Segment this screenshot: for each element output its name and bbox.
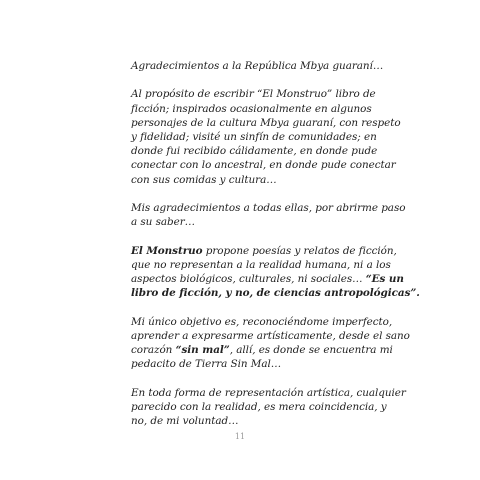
text-segment: a su saber… <box>131 216 195 229</box>
text-line <box>131 357 371 371</box>
text-segment: corazón <box>131 344 176 356</box>
bold-text-segment: “Es un <box>365 273 404 285</box>
text-segment: aspectos biológicos, culturales, ni sociales… <box>131 273 366 285</box>
paragraph-3 <box>131 201 406 229</box>
text-line <box>131 244 397 258</box>
text-segment: parecido con la realidad, es mera coincidencia, y <box>131 400 387 413</box>
text-line <box>131 87 376 101</box>
text-segment: Al propósito de escribir “El Monstruo” libro de <box>131 88 376 101</box>
paragraph-4 <box>131 244 420 301</box>
text-segment: personajes de la cultura Mbya guaraní, con respeto <box>131 116 401 129</box>
text-line <box>131 130 377 144</box>
paragraph-2 <box>131 87 401 186</box>
text-segment: y fidelidad; visité un sinfín de comunidades; en <box>131 131 377 143</box>
bold-text-segment: libro de ficción, y no, de ciencias antropológicas”. <box>131 287 420 300</box>
paragraph-6 <box>131 386 406 429</box>
text-line <box>131 158 396 172</box>
paragraph-5 <box>131 315 410 372</box>
text-segment: conectar con lo ancestral, en donde pude conectar <box>131 159 396 172</box>
text-line <box>131 315 393 329</box>
text-line <box>131 215 371 229</box>
text-line <box>131 201 406 215</box>
text-segment: , allí, es donde se encuentra mi <box>229 344 393 356</box>
text-line <box>131 272 404 286</box>
text-line <box>131 144 378 158</box>
text-line <box>131 286 420 300</box>
text-segment: Mi único objetivo es, reconociéndome imperfecto, <box>131 315 393 328</box>
text-segment: con sus comidas y cultura… <box>131 173 277 186</box>
text-line <box>131 400 387 414</box>
page-number: 11 <box>234 432 246 441</box>
text-line <box>131 329 410 343</box>
bold-text-segment: El Monstruo <box>131 244 203 257</box>
text-segment: Mis agradecimientos a todas ellas, por abrirme paso <box>131 202 406 214</box>
text-line <box>131 258 391 272</box>
text-line <box>131 414 371 428</box>
text-line <box>131 102 371 116</box>
page-body <box>131 59 420 442</box>
text-segment: pedacito de Tierra Sin Mal… <box>131 358 282 371</box>
text-segment: aprender a expresarme artísticamente, desde el sano <box>131 329 410 342</box>
text-segment: no, de mi voluntad… <box>131 415 239 427</box>
text-segment: que no representan a la realidad humana, ni a los <box>131 258 391 271</box>
text-line <box>131 59 384 73</box>
text-segment: ficción; inspirados ocasionalmente en algunos <box>131 102 372 115</box>
text-segment: Agradecimientos a la República Mbya guaraní… <box>131 60 384 72</box>
text-line <box>131 116 401 130</box>
text-line <box>131 173 371 187</box>
paragraph-1 <box>131 59 384 73</box>
text-line <box>131 386 406 400</box>
text-line <box>131 343 393 357</box>
bold-text-segment: “sin mal” <box>175 344 230 356</box>
text-segment: propone poesías y relatos de ficción, <box>202 244 397 257</box>
text-segment: En toda forma de representación artística, cualquier <box>131 386 406 399</box>
text-segment: donde fui recibido cálidamente, en donde pude <box>131 145 378 158</box>
